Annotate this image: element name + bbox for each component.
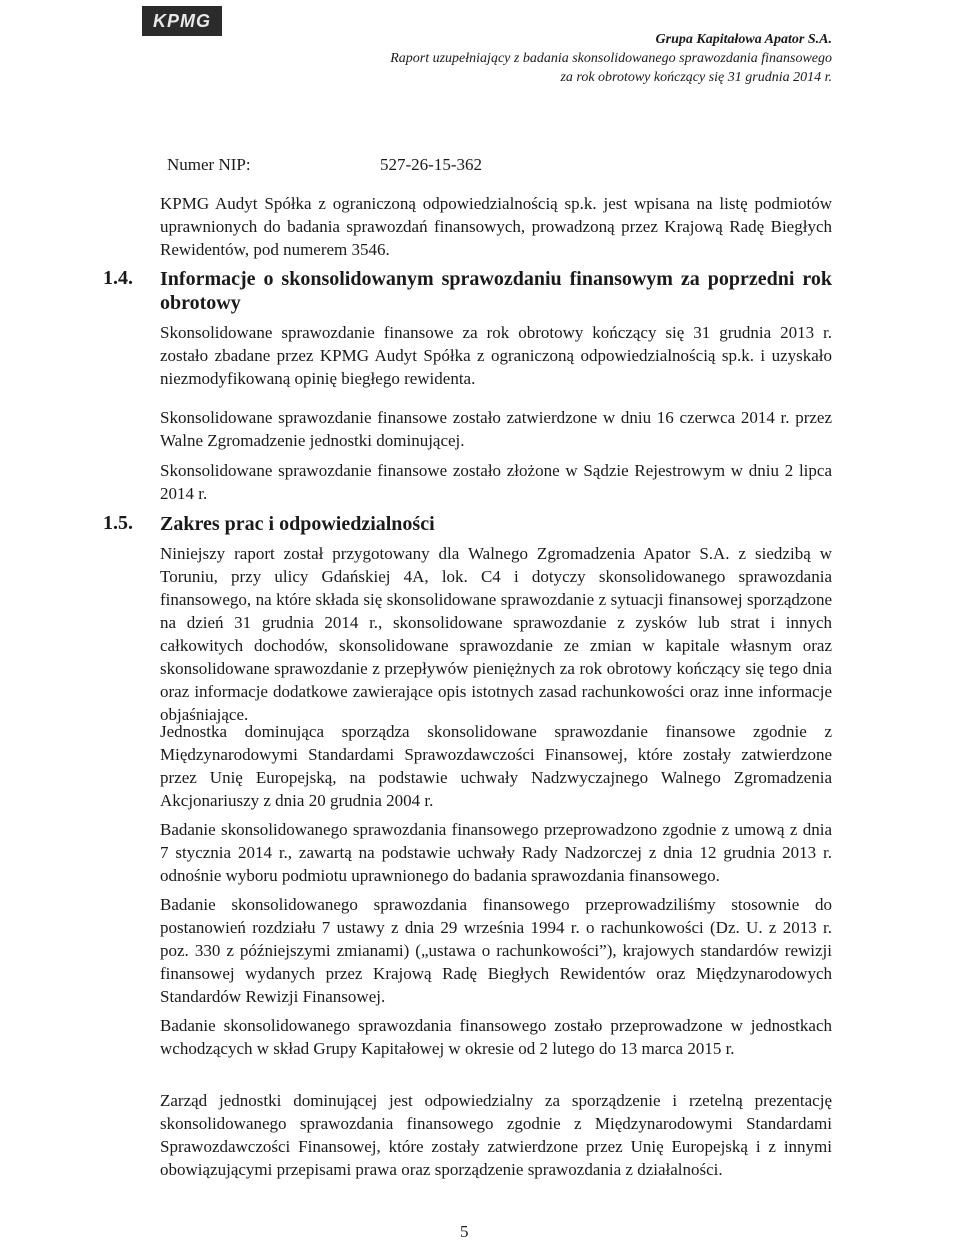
page-header	[390, 30, 832, 87]
section-1-5-number: 1.5.	[103, 512, 133, 534]
intro-paragraph: KPMG Audyt Spółka z ograniczoną odpowiedzialnością sp.k. jest wpisana na listę podmiotów uprawnionych do badania sprawozdań finansowych, prowadzoną przez Krajową Radę Biegłych Rewidentów, pod numerem 3546.	[160, 194, 832, 259]
section-1-5-paragraph-6: Zarząd jednostki dominującej jest odpowiedzialny za sporządzenie i rzetelną prezentację skonsolidowanego sprawozdania finansowego zgodnie z Międzynarodowymi Standardami Sprawozdawczości Finansowej, które zostały zatwierdzone przez Unię Europejską i z innymi obowiązującymi przepisami prawa oraz sporządzenie sprawozdania z działalności.	[160, 1091, 832, 1179]
kpmg-logo: KPMG	[142, 6, 222, 36]
section-1-5-paragraph-5: Badanie skonsolidowanego sprawozdania finansowego zostało przeprowadzone w jednostkach wchodzących w skład Grupy Kapitałowej w okresie od 2 lutego do 13 marca 2015 r.	[160, 1016, 832, 1058]
section-1-5-paragraph-1: Niniejszy raport został przygotowany dla Walnego Zgromadzenia Apator S.A. z siedzibą w Toruniu, przy ulicy Gdańskiej 4A, lok. C4 i dotyczy skonsolidowanego sprawozdania finansowego, na które składa się skonsolidowane sprawozdanie z sytuacji finansowej sporządzone na dzień 31 grudnia 2014 r., skonsolidowane sprawozdanie z zysków lub strat i innych całkowitych dochodów, skonsolidowane sprawozdanie ze zmian w kapitale własnym oraz skonsolidowane sprawozdanie z przepływów pieniężnych za rok obrotowy kończący się tego dnia oraz informacje dodatkowe zawierające opis istotnych zasad rachunkowości oraz inne informacje objaśniające.	[160, 544, 832, 724]
section-1-4-title: Informacje o skonsolidowanym sprawozdaniu finansowym za poprzedni rok obrotowy	[160, 268, 832, 314]
nip-label: Numer NIP:	[167, 155, 251, 174]
nip-value: 527-26-15-362	[380, 155, 482, 174]
section-1-4-number: 1.4.	[103, 267, 133, 289]
section-1-5-paragraph-3: Badanie skonsolidowanego sprawozdania finansowego przeprowadzono zgodnie z umową z dnia 7 stycznia 2014 r., zawartą na podstawie uchwały Rady Nadzorczej z dnia 12 grudnia 2013 r. odnośnie wyboru podmiotu uprawnionego do badania sprawozdania finansowego.	[160, 820, 832, 885]
header-period: za rok obrotowy kończący się 31 grudnia 2014 r.	[560, 70, 832, 85]
section-1-5-title: Zakres prac i odpowiedzialności	[160, 513, 435, 535]
section-1-5-paragraph-4: Badanie skonsolidowanego sprawozdania finansowego przeprowadziliśmy stosownie do postanowień rozdziału 7 ustawy z dnia 29 września 1994 r. o rachunkowości (Dz. U. z 2013 r. poz. 330 z późniejszymi zmianami) („ustawa o rachunkowości”), krajowych standardów rewizji finansowej wydanych przez Krajową Radę Biegłych Rewidentów oraz Międzynarodowych Standardów Rewizji Finansowej.	[160, 895, 832, 1006]
section-1-4-paragraph-2: Skonsolidowane sprawozdanie finansowe zostało zatwierdzone w dniu 16 czerwca 2014 r. przez Walne Zgromadzenie jednostki dominującej.	[160, 408, 832, 450]
header-report: Raport uzupełniający z badania skonsolidowanego sprawozdania finansowego	[390, 51, 832, 66]
header-company: Grupa Kapitałowa Apator S.A.	[655, 32, 832, 47]
page-number: 5	[460, 1222, 469, 1241]
section-1-4-paragraph-1: Skonsolidowane sprawozdanie finansowe za rok obrotowy kończący się 31 grudnia 2013 r. zostało zbadane przez KPMG Audyt Spółka z ograniczoną odpowiedzialnością sp.k. i uzyskało niezmodyfikowaną opinię biegłego rewidenta.	[160, 323, 832, 388]
section-1-4-paragraph-3: Skonsolidowane sprawozdanie finansowe zostało złożone w Sądzie Rejestrowym w dniu 2 lipca 2014 r.	[160, 461, 832, 503]
section-1-5-paragraph-2: Jednostka dominująca sporządza skonsolidowane sprawozdanie finansowe zgodnie z Międzynarodowymi Standardami Sprawozdawczości Finansowej, które zostały zatwierdzone przez Unię Europejską, na podstawie uchwały Nadzwyczajnego Walnego Zgromadzenia Akcjonariuszy z dnia 20 grudnia 2004 r.	[160, 722, 832, 810]
